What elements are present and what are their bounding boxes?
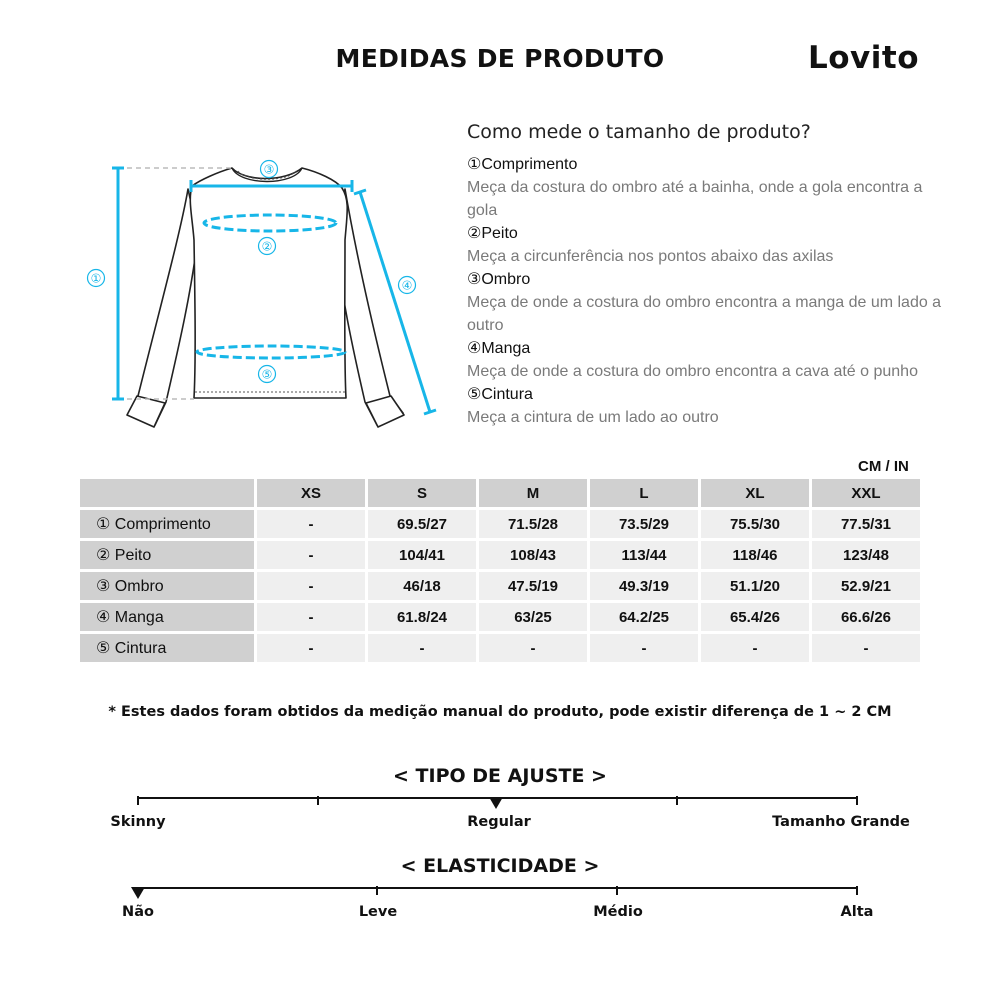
guide-title: Como mede o tamanho de produto? <box>467 121 811 143</box>
size-header: XS <box>257 479 365 507</box>
guide-item-shoulder <box>467 269 942 337</box>
table-cell: - <box>812 634 920 662</box>
table-header-row <box>80 479 920 507</box>
fit-label-large: Tamanho Grande <box>772 814 910 830</box>
table-cell: - <box>257 634 365 662</box>
table-cell: - <box>701 634 809 662</box>
guide-item-desc: Meça a circunferência nos pontos abaixo das axilas <box>467 248 834 265</box>
brand-logo: Lovito <box>808 40 920 76</box>
marker-2: ② <box>261 239 273 254</box>
guide-item-name: ①Comprimento <box>467 156 578 173</box>
table-header-corner <box>80 479 254 507</box>
table-cell: - <box>257 510 365 538</box>
table-cell: - <box>257 603 365 631</box>
table-row <box>80 541 920 569</box>
guide-item-name: ②Peito <box>467 225 518 242</box>
page-title: MEDIDAS DE PRODUTO <box>335 44 665 73</box>
table-cell: 47.5/19 <box>479 572 587 600</box>
guide-list <box>467 153 942 429</box>
elasticity-label-high: Alta <box>840 904 874 920</box>
table-cell: - <box>257 541 365 569</box>
size-table <box>77 476 923 665</box>
table-row <box>80 572 920 600</box>
sweater-diagram <box>80 150 450 440</box>
sweater-outline <box>127 168 404 427</box>
table-cell: 73.5/29 <box>590 510 698 538</box>
marker-1: ① <box>90 271 102 286</box>
guide-item-name: ④Manga <box>467 340 531 357</box>
table-row <box>80 603 920 631</box>
row-label: ④ Manga <box>80 603 254 631</box>
guide-item-chest <box>467 223 942 268</box>
row-label: ③ Ombro <box>80 572 254 600</box>
table-cell: - <box>479 634 587 662</box>
marker-5: ⑤ <box>261 367 273 382</box>
guide-item-desc: Meça de onde a costura do ombro encontra a cava até o punho <box>467 363 918 380</box>
table-cell: 66.6/26 <box>812 603 920 631</box>
table-cell: 46/18 <box>368 572 476 600</box>
fit-scale <box>0 790 1000 810</box>
table-cell: 52.9/21 <box>812 572 920 600</box>
table-cell: 49.3/19 <box>590 572 698 600</box>
elasticity-title: < ELASTICIDADE > <box>400 855 600 877</box>
guide-item-length <box>467 154 942 222</box>
table-cell: 118/46 <box>701 541 809 569</box>
row-label: ⑤ Cintura <box>80 634 254 662</box>
table-cell: 71.5/28 <box>479 510 587 538</box>
table-cell: - <box>590 634 698 662</box>
table-cell: 113/44 <box>590 541 698 569</box>
table-cell: - <box>257 572 365 600</box>
elasticity-pointer-icon <box>131 887 145 899</box>
table-cell: 51.1/20 <box>701 572 809 600</box>
size-header: XL <box>701 479 809 507</box>
fit-title: < TIPO DE AJUSTE > <box>393 765 607 787</box>
guide-item-waist <box>467 384 942 429</box>
guide-item-desc: Meça de onde a costura do ombro encontra a manga de um lado a outro <box>467 294 942 334</box>
table-cell: 65.4/26 <box>701 603 809 631</box>
table-cell: - <box>368 634 476 662</box>
elasticity-label-light: Leve <box>358 904 398 920</box>
marker-3: ③ <box>263 162 275 177</box>
measurement-note: * Estes dados foram obtidos da medição manual do produto, pode existir diferença de 1 ~ 2 CM <box>108 704 892 720</box>
fit-label-regular: Regular <box>467 814 531 830</box>
marker-4: ④ <box>401 278 413 293</box>
guide-item-name: ⑤Cintura <box>467 386 533 403</box>
guide-item-desc: Meça da costura do ombro até a bainha, onde a gola encontra a gola <box>467 179 923 219</box>
table-cell: 75.5/30 <box>701 510 809 538</box>
size-header: XXL <box>812 479 920 507</box>
guide-item-desc: Meça a cintura de um lado ao outro <box>467 409 719 426</box>
elasticity-label-none: Não <box>122 904 154 920</box>
table-cell: 77.5/31 <box>812 510 920 538</box>
row-label: ② Peito <box>80 541 254 569</box>
table-cell: 108/43 <box>479 541 587 569</box>
table-cell: 123/48 <box>812 541 920 569</box>
table-cell: 69.5/27 <box>368 510 476 538</box>
guide-item-sleeve <box>467 338 942 383</box>
table-row <box>80 634 920 662</box>
size-header: L <box>590 479 698 507</box>
fit-pointer-icon <box>489 797 503 809</box>
table-row <box>80 510 920 538</box>
table-cell: 63/25 <box>479 603 587 631</box>
unit-label: CM / IN <box>858 458 909 475</box>
elasticity-scale <box>0 880 1000 900</box>
table-cell: 61.8/24 <box>368 603 476 631</box>
size-header: S <box>368 479 476 507</box>
table-cell: 104/41 <box>368 541 476 569</box>
table-cell: 64.2/25 <box>590 603 698 631</box>
row-label: ① Comprimento <box>80 510 254 538</box>
size-header: M <box>479 479 587 507</box>
fit-label-skinny: Skinny <box>110 814 166 830</box>
elasticity-label-medium: Médio <box>593 904 643 920</box>
guide-item-name: ③Ombro <box>467 271 531 288</box>
